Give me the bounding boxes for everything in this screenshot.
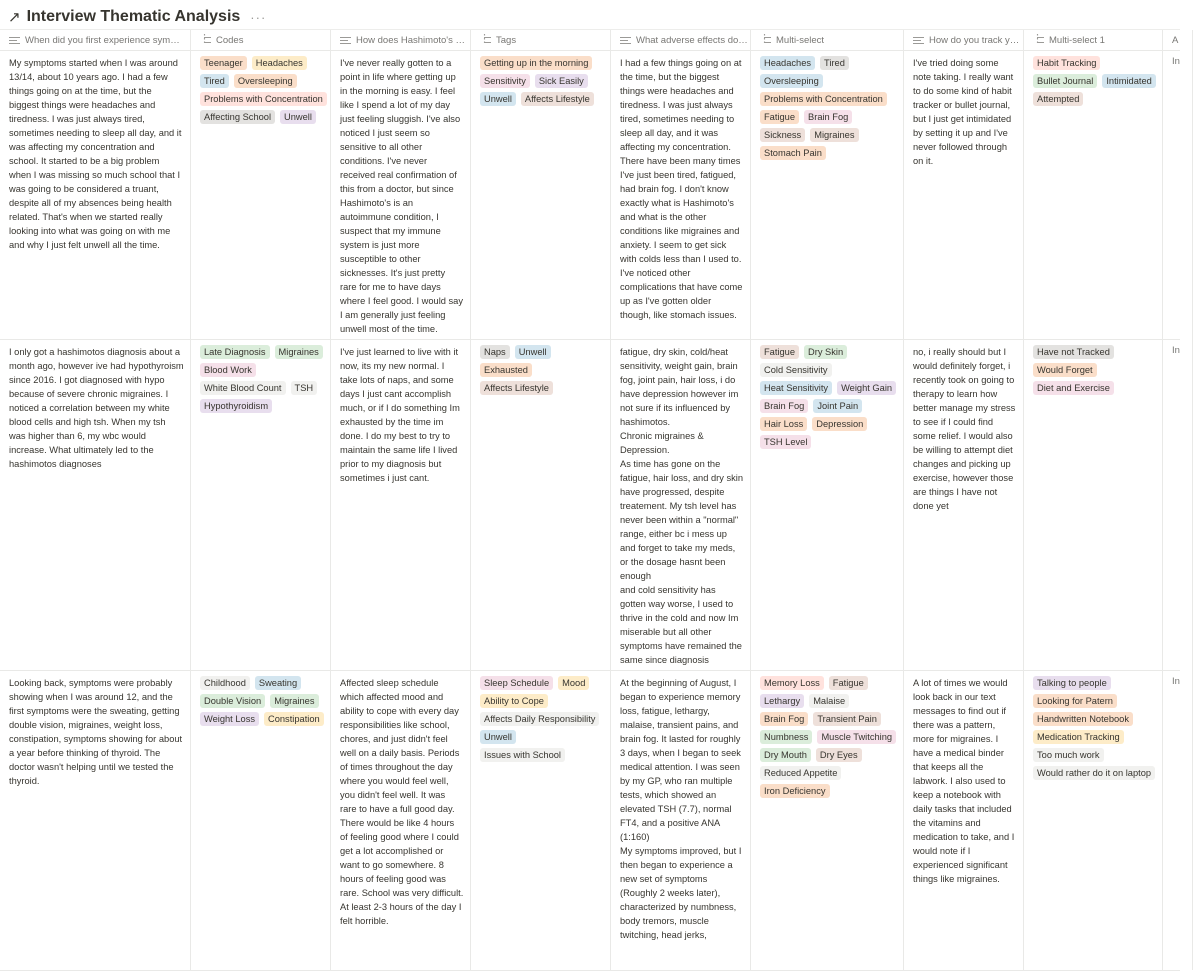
header-label: How do you track y… <box>929 34 1020 46</box>
header-col-multi-select-1[interactable] <box>1024 30 1163 50</box>
col-first-symptoms-cell[interactable] <box>0 50 191 339</box>
tag-chip[interactable]: Affects Lifestyle <box>480 381 553 395</box>
col-edge-cell[interactable] <box>1163 339 1193 670</box>
tag-chip[interactable]: Issues with School <box>480 748 565 762</box>
header-label: Codes <box>216 34 244 46</box>
tag-chip[interactable]: Dry Mouth <box>760 748 811 762</box>
header-label: How does Hashimoto's … <box>356 34 465 46</box>
table-header-row <box>0 29 1180 51</box>
tag-chip[interactable]: Exhausted <box>480 363 532 377</box>
tag-chip[interactable]: Handwritten Notebook <box>1033 712 1133 726</box>
tag-list <box>480 345 604 395</box>
tag-chip[interactable]: Double Vision <box>200 694 265 708</box>
col-first-symptoms-cell[interactable] <box>0 339 191 670</box>
col-tags-cell[interactable] <box>471 50 611 339</box>
header-col-edge[interactable] <box>1163 30 1193 50</box>
list-icon <box>1033 36 1044 45</box>
tag-chip[interactable]: Brain Fog <box>760 399 808 413</box>
tag-chip[interactable]: Muscle Twitching <box>817 730 896 744</box>
tag-chip[interactable]: Naps <box>480 345 510 359</box>
cell-text: Affected sleep schedule which affected mood and ability to cope with every day responsibilities like school, chores, and just didn't feel well on a daily basis. Periods of times throughout the day where you would feel well, you didn't feel well. It was rare to have a full good day. There would be like 4 hours of feeling good where I could get a lot accomplished or want to go somewhere. 8 hours of feeling good was rare. School was very difficult. At least 2-3 hours of the day I felt horrible. <box>340 678 464 926</box>
tag-chip[interactable]: Depression <box>812 417 867 431</box>
text-icon <box>340 37 351 44</box>
col-adverse-effects-cell[interactable] <box>611 50 751 339</box>
cell-text: I've never really gotten to a point in life where getting up in the morning is easy. I feel like I spend a lot of my day just feeling sluggish. I've also noticed I just seem so sensitive to all other conditions. I've never received real confirmation of this from a doctor, but since Hashimoto's is an autoimmune condition, I suspect that my immune system is just more susceptible to other sicknesses. It's just pretty rare for me to have days where I feel good. I would say I am generally just feeling unwell most of the time. <box>340 58 463 334</box>
tag-chip[interactable]: Sweating <box>255 676 301 690</box>
tag-chip[interactable]: Dry Skin <box>804 345 847 359</box>
tag-chip[interactable]: Blood Work <box>200 363 256 377</box>
page-title[interactable]: Interview Thematic Analysis <box>26 8 241 25</box>
header-col-tags[interactable] <box>471 30 611 50</box>
cell-text: fatigue, dry skin, cold/heat sensitivity, weight gain, brain fog, joint pain, hair loss, i do have depression however im not sure if its influenced by hashimotos. Chronic migraines & Depression. As time has gone on the fatigue, hair loss, and dry skin have progressed, despite treatement. My tsh level has never been within a "normal" range, either bc i mess up and forget to take my meds, or the dosage hasnt been enough and cold sensitivity has gotten way worse, I used to thrive in the cold and now Im miserable but all other symptoms have remained the same since diagnosis <box>620 347 743 665</box>
header-col-hashimotos-effect[interactable] <box>331 30 471 50</box>
tag-chip[interactable]: Cold Sensitivity <box>760 363 832 377</box>
cell-text: I only got a hashimotos diagnosis about a month ago, however ive had hypothyroism since 2016. I got diagnosed with hypo because of severe chronic migraines. I noticed a correlation between my white blood cells and high tsh. When my tsh was higher than 6, my wbc would increase. What ultimately led to the hashimotos diagnoses <box>9 347 184 469</box>
tag-chip[interactable]: Have not Tracked <box>1033 345 1114 359</box>
tag-chip[interactable]: Fatigue <box>760 110 799 124</box>
header-col-codes[interactable] <box>191 30 331 50</box>
list-icon <box>200 36 211 45</box>
col-multi-select-1-cell[interactable] <box>1024 670 1163 970</box>
tag-list <box>200 345 324 413</box>
text-icon <box>620 37 631 44</box>
table-row[interactable] <box>0 670 1180 971</box>
tag-chip[interactable]: Problems with Concentration <box>760 92 887 106</box>
tag-chip[interactable]: Sensitivity <box>480 74 530 88</box>
tag-chip[interactable]: Mood <box>558 676 589 690</box>
cell-text: I had a few things going on at the time, but the biggest things were headaches and tiredness. I was just always tired, sometimes needing to sleep all day, and it was affecting my concentration. There have been many times I've just been tired, fatigued, had brain fog. I don't know exactly what is Hashimoto's and what is the other conditions like migraines and anxiety. I seem to get sick with colds less than I used to. I've noticed other complications that have come up as I've gotten older though, like stomach issues. <box>620 58 743 320</box>
page-header <box>8 6 266 28</box>
tag-chip[interactable]: Late Diagnosis <box>200 345 270 359</box>
tag-chip[interactable]: Headaches <box>760 56 815 70</box>
tag-chip[interactable]: Stomach Pain <box>760 146 826 160</box>
cell-text: A lot of times we would look back in our text messages to find out if there was a pattern, more for migraines. I have a medical binder that keeps all the labwork. I also used to keep a notebook with daily tasks that included the vitamins and medication to take, and I would note if I experienced significant things like migraines. <box>913 678 1015 884</box>
tag-chip[interactable]: Would Forget <box>1033 363 1097 377</box>
tag-chip[interactable]: Unwell <box>280 110 316 124</box>
tag-chip[interactable]: Unwell <box>515 345 551 359</box>
tag-chip[interactable]: Brain Fog <box>804 110 852 124</box>
tag-chip[interactable]: Joint Pain <box>813 399 862 413</box>
header-label: Tags <box>496 34 517 46</box>
tag-chip[interactable]: Migraines <box>270 694 318 708</box>
table-row[interactable] <box>0 50 1180 340</box>
tag-chip[interactable]: Bullet Journal <box>1033 74 1097 88</box>
tag-chip[interactable]: Reduced Appetite <box>760 766 841 780</box>
tag-chip[interactable]: Attempted <box>1033 92 1083 106</box>
col-adverse-effects-cell[interactable] <box>611 339 751 670</box>
col-codes-cell[interactable] <box>191 670 331 970</box>
list-icon <box>760 36 771 45</box>
tag-chip[interactable]: Weight Gain <box>837 381 896 395</box>
cell-text: no, i really should but I would definitely forget, i recently took on going to therapy to learn how better manage my stress to see if I could find some relief. I would also be willing to attempt diet changes and picking up exercise, however those are things I have not done yet <box>913 347 1016 511</box>
tag-chip[interactable]: Migraines <box>275 345 323 359</box>
cell-text: I've tried doing some note taking. I really want to do some kind of habit tracker or bullet journal, but I just get intimidated by setting it up and I've never followed through on it. <box>913 58 1014 166</box>
tag-chip[interactable]: Childhood <box>200 676 250 690</box>
tag-chip[interactable]: Too much work <box>1033 748 1104 762</box>
tag-list <box>760 676 897 798</box>
truncated-cell-text: In <box>1172 676 1180 687</box>
col-multi-select-cell[interactable] <box>751 670 904 970</box>
header-col-multi-select[interactable] <box>751 30 904 50</box>
tag-chip[interactable]: Talking to people <box>1033 676 1111 690</box>
tag-chip[interactable]: Memory Loss <box>760 676 824 690</box>
tag-chip[interactable]: Looking for Patern <box>1033 694 1117 708</box>
tag-chip[interactable]: TSH Level <box>760 435 811 449</box>
cell-text: I've just learned to live with it now, its my new normal. I take lots of naps, and some days I just cant accomplish much, or if I do something Im exhausted by the time im done. I do my best to try to maintain the same life I lived prior to my diagnosis but sometimes i just cant. <box>340 347 460 483</box>
database-table <box>0 29 1180 948</box>
col-tracking-cell[interactable] <box>904 339 1024 670</box>
header-col-first-symptoms[interactable] <box>0 30 191 50</box>
tag-chip[interactable]: Medication Tracking <box>1033 730 1124 744</box>
tag-chip[interactable]: Affects Daily Responsibility <box>480 712 599 726</box>
tag-chip[interactable]: Diet and Exercise <box>1033 381 1114 395</box>
text-icon <box>9 37 20 44</box>
tag-chip[interactable]: Fatigue <box>760 345 799 359</box>
tag-chip[interactable]: Affects Lifestyle <box>521 92 594 106</box>
truncated-cell-text: In <box>1172 345 1180 356</box>
tag-chip[interactable]: Affecting School <box>200 110 275 124</box>
col-multi-select-1-cell[interactable] <box>1024 339 1163 670</box>
linked-database-arrow-icon[interactable]: ↗ <box>8 9 21 26</box>
cell-text: At the beginning of August, I began to experience memory loss, fatigue, lethargy, malaise, transient pains, and brain fog. It lasted for roughly 3 days, when I began to seek medical attention. I was seen by my GP, who ran multiple tests, which showed an elevated TSH (7.7), normal FT4, and a positive ANA (1:160) My symptoms improved, but I then began to experience a new set of symptoms (Roughly 2 weeks later), characterized by numbness, body tremors, muscle twitching, head jerks, <box>620 678 742 940</box>
tag-chip[interactable]: Sick Easily <box>535 74 588 88</box>
col-hashimotos-effect-cell[interactable] <box>331 670 471 970</box>
tag-chip[interactable]: Tired <box>820 56 849 70</box>
tag-list <box>760 345 897 449</box>
header-label: Multi-select 1 <box>1049 34 1105 46</box>
tag-list <box>1033 56 1156 106</box>
tag-chip[interactable]: Numbness <box>760 730 812 744</box>
tag-chip[interactable]: Unwell <box>480 730 516 744</box>
tag-chip[interactable]: Unwell <box>480 92 516 106</box>
col-first-symptoms-cell[interactable] <box>0 670 191 970</box>
tag-chip[interactable]: Getting up in the morning <box>480 56 592 70</box>
tag-chip[interactable]: Dry Eyes <box>816 748 862 762</box>
tag-chip[interactable]: Brain Fog <box>760 712 808 726</box>
tag-chip[interactable]: Sleep Schedule <box>480 676 553 690</box>
list-icon <box>480 36 491 45</box>
cell-text: Looking back, symptoms were probably showing when I was around 12, and the first symptoms were the sweating, getting double vision, migraines, weight loss, constipation, symptoms showing for about a year before thinking of thyroid. The doctor wasn't helping until we tested the thyroid. <box>9 678 183 786</box>
tag-list <box>200 56 324 124</box>
col-multi-select-cell[interactable] <box>751 50 904 339</box>
tag-chip[interactable]: Ability to Cope <box>480 694 548 708</box>
tag-chip[interactable]: Weight Loss <box>200 712 259 726</box>
tag-list <box>200 676 324 726</box>
tag-chip[interactable]: TSH <box>291 381 318 395</box>
tag-chip[interactable]: Problems with Concentration <box>200 92 327 106</box>
tag-chip[interactable]: White Blood Count <box>200 381 286 395</box>
header-col-adverse-effects[interactable] <box>611 30 751 50</box>
tag-list <box>760 56 897 160</box>
tag-list <box>1033 345 1156 395</box>
tag-chip[interactable]: Constipation <box>264 712 324 726</box>
col-tracking-cell[interactable] <box>904 50 1024 339</box>
tag-chip[interactable]: Would rather do it on laptop <box>1033 766 1155 780</box>
cell-text: My symptoms started when I was around 13/14, about 10 years ago. I had a few things going on at the time, but the biggest things were headaches and tiredness. I was just always tired, sometimes needing to sleep all day, and it was affecting my concentration and school. It started to be a big problem when I was missing so much school that I was going to be considered a truant, despite all of my absences being health related. That's when we started really looking into what was going on with me and why I just felt unwell all the time. <box>9 58 182 250</box>
tag-chip[interactable]: Intimidated <box>1102 74 1155 88</box>
tag-chip[interactable]: Hypothyroidism <box>200 399 272 413</box>
tag-chip[interactable]: Migraines <box>810 128 858 142</box>
col-edge-cell[interactable] <box>1163 670 1193 970</box>
col-codes-cell[interactable] <box>191 339 331 670</box>
col-adverse-effects-cell[interactable] <box>611 670 751 970</box>
header-label: A <box>1172 34 1179 46</box>
col-hashimotos-effect-cell[interactable] <box>331 339 471 670</box>
tag-chip[interactable]: Teenager <box>200 56 247 70</box>
table-row[interactable] <box>0 339 1180 671</box>
tag-list <box>480 676 604 762</box>
tag-chip[interactable]: Habit Tracking <box>1033 56 1100 70</box>
tag-chip[interactable]: Headaches <box>252 56 307 70</box>
tag-chip[interactable]: Iron Deficiency <box>760 784 830 798</box>
col-tracking-cell[interactable] <box>904 670 1024 970</box>
col-hashimotos-effect-cell[interactable] <box>331 50 471 339</box>
tag-chip[interactable]: Fatigue <box>829 676 868 690</box>
tag-chip[interactable]: Sickness <box>760 128 805 142</box>
tag-chip[interactable]: Tired <box>200 74 229 88</box>
tag-chip[interactable]: Oversleeping <box>760 74 823 88</box>
tag-chip[interactable]: Hair Loss <box>760 417 807 431</box>
more-options-icon[interactable]: ··· <box>250 9 267 25</box>
col-tags-cell[interactable] <box>471 670 611 970</box>
header-col-tracking[interactable] <box>904 30 1024 50</box>
col-multi-select-cell[interactable] <box>751 339 904 670</box>
truncated-cell-text: In <box>1172 56 1180 67</box>
header-label: Multi-select <box>776 34 825 46</box>
col-tags-cell[interactable] <box>471 339 611 670</box>
col-multi-select-1-cell[interactable] <box>1024 50 1163 339</box>
tag-chip[interactable]: Malaise <box>809 694 849 708</box>
tag-list <box>1033 676 1156 780</box>
tag-chip[interactable]: Lethargy <box>760 694 804 708</box>
col-edge-cell[interactable] <box>1163 50 1193 339</box>
tag-chip[interactable]: Heat Sensitivity <box>760 381 832 395</box>
header-label: When did you first experience sym… <box>25 34 180 46</box>
text-icon <box>913 37 924 44</box>
header-label: What adverse effects do… <box>636 34 748 46</box>
tag-chip[interactable]: Transient Pain <box>813 712 881 726</box>
tag-chip[interactable]: Oversleeping <box>234 74 297 88</box>
col-codes-cell[interactable] <box>191 50 331 339</box>
tag-list <box>480 56 604 106</box>
